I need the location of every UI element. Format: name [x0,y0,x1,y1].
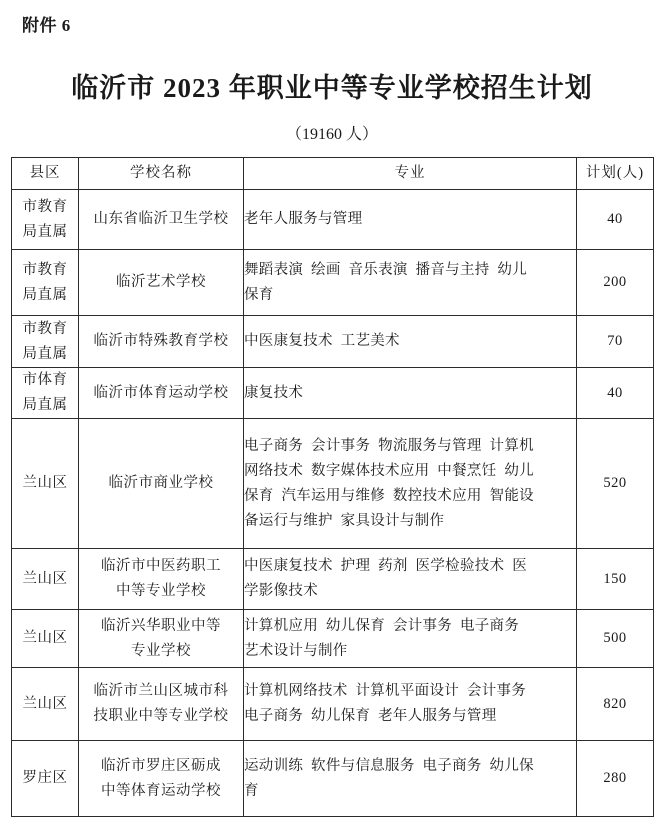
column-header-plan: 计划(人) [577,158,654,190]
cell-school [79,368,244,419]
cell-major [244,668,577,741]
cell-school [79,250,244,316]
cell-district [12,419,79,549]
table-row [12,190,654,250]
table-row [12,610,654,668]
district-line: 兰山区 [22,570,68,587]
table-row [12,316,654,368]
cell-district [12,549,79,610]
table-row [12,250,654,316]
cell-major [244,250,577,316]
major-line: 康复技术 [244,384,304,401]
cell-school [79,316,244,368]
school-line: 临沂市商业学校 [108,475,214,491]
column-header-district: 县区 [12,158,79,190]
cell-major [244,610,577,668]
school-line: 中等体育运动学校 [101,782,221,799]
table-row [12,741,654,817]
cell-major [244,316,577,368]
cell-district [12,741,79,817]
cell-district [12,610,79,668]
district-line: 兰山区 [22,475,68,491]
school-line: 专业学校 [131,642,191,659]
cell-plan: 40 [577,368,654,419]
cell-school [79,419,244,549]
major-line: 电子商务 会计事务 物流服务与管理 计算机 [244,437,534,454]
cell-school [79,610,244,668]
cell-major [244,741,577,817]
school-line: 临沂市中医药职工 [101,558,221,574]
major-line: 电子商务 幼儿保育 老年人服务与管理 [244,708,497,724]
cell-major [244,419,577,549]
cell-district [12,316,79,368]
cell-school [79,549,244,610]
cell-major [244,190,577,250]
cell-plan: 820 [577,668,654,741]
cell-district [12,190,79,250]
table-row [12,419,654,549]
cell-plan: 280 [577,741,654,817]
attachment-label: 附件 6 [22,16,71,35]
table-row [12,668,654,741]
school-line: 临沂兴华职业中等 [101,617,221,634]
column-header-major: 专业 [244,158,577,190]
district-line: 局直属 [22,286,68,303]
district-line: 兰山区 [22,695,68,712]
cell-plan: 200 [577,250,654,316]
table-header [12,158,654,190]
major-line: 运动训练 软件与信息服务 电子商务 幼儿保 [244,757,534,774]
district-line: 局直属 [22,345,68,362]
major-line: 计算机网络技术 计算机平面设计 会计事务 [244,683,527,699]
table-body [12,190,654,817]
major-line: 保育 汽车运用与维修 数控技术应用 智能设 [244,487,534,504]
page-title: 临沂市 2023 年职业中等专业学校招生计划 [71,73,593,103]
school-line: 临沂市兰山区城市科 [93,683,229,699]
table-header-row [12,158,654,190]
major-line: 中医康复技术 护理 药剂 医学检验技术 医 [244,558,527,574]
cell-school [79,668,244,741]
district-line: 局直属 [22,397,68,413]
major-line: 备运行与维护 家具设计与制作 [244,512,445,529]
district-line: 罗庄区 [22,770,68,786]
cell-school [79,741,244,817]
page-subtitle: （19160 人） [285,126,378,143]
district-line: 市教育 [22,198,68,215]
major-line: 计算机应用 幼儿保育 会计事务 电子商务 [244,617,520,634]
cell-plan: 500 [577,610,654,668]
school-line: 技职业中等专业学校 [93,708,229,724]
district-line: 兰山区 [22,630,68,646]
district-line: 市体育 [22,372,68,388]
cell-major [244,368,577,419]
school-line: 临沂市体育运动学校 [93,384,229,401]
major-line: 学影像技术 [244,583,318,599]
school-line: 临沂市罗庄区砺成 [101,757,221,774]
district-line: 市教育 [22,261,68,278]
cell-plan: 150 [577,549,654,610]
major-line: 老年人服务与管理 [244,211,363,227]
school-line: 山东省临沂卫生学校 [93,211,229,227]
major-line: 网络技术 数字媒体技术应用 中餐烹饪 幼儿 [244,462,534,479]
enrollment-plan-table-wrapper [11,157,653,817]
school-line: 中等专业学校 [116,583,206,599]
school-line: 临沂市特殊教育学校 [93,333,229,349]
cell-district [12,250,79,316]
school-line: 临沂艺术学校 [116,274,206,290]
major-line: 舞蹈表演 绘画 音乐表演 播音与主持 幼儿 [244,261,527,278]
district-line: 局直属 [22,223,68,240]
table-row [12,368,654,419]
cell-district [12,368,79,419]
cell-major [244,549,577,610]
major-line: 保育 [244,286,274,303]
table-row [12,549,654,610]
cell-plan: 40 [577,190,654,250]
cell-plan: 70 [577,316,654,368]
major-line: 中医康复技术 工艺美术 [244,333,400,349]
column-header-school: 学校名称 [79,158,244,190]
cell-plan: 520 [577,419,654,549]
major-line: 育 [244,782,259,799]
enrollment-plan-table [11,157,654,817]
cell-school [79,190,244,250]
cell-district [12,668,79,741]
major-line: 艺术设计与制作 [244,642,348,659]
district-line: 市教育 [22,320,68,337]
